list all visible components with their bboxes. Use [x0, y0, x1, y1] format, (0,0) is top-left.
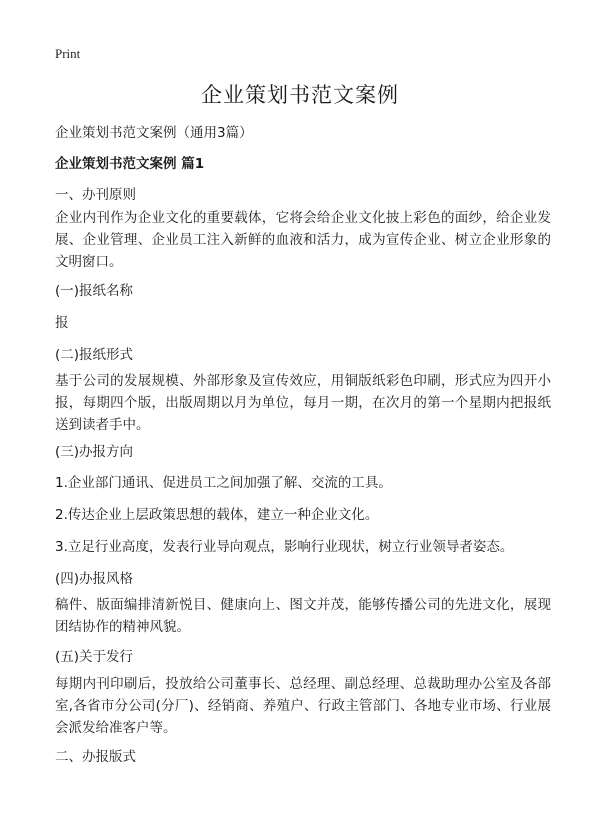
- section-heading: 企业策划书范文案例 篇1: [55, 156, 205, 172]
- direction-item-2: 2.传达企业上层政策思想的载体，建立一种企业文化。: [55, 507, 379, 523]
- heading-direction: (三)办报方向: [55, 444, 134, 460]
- paragraph-newspaper-form: 基于公司的发展规模、外部形象及宣传效应，用铜版纸彩色印刷，形式应为四开小报，每期四个版，出版周期以月为单位，每月一期，在次月的第一个星期内把报纸送到读者手中。: [55, 373, 551, 433]
- paragraph-issue: 每期内刊印刷后，投放给公司董事长、总经理、副总经理、总裁助理办公室及各部室,各省市分公司(分厂)、经销商、养殖户、行政主管部门、各地专业市场、行业展会派发给准客户等。: [55, 676, 551, 736]
- direction-item-3: 3.立足行业高度，发表行业导向观点，影响行业现状，树立行业领导者姿态。: [55, 539, 514, 555]
- print-link[interactable]: Print: [55, 46, 81, 61]
- paragraph-principle: 企业内刊作为企业文化的重要载体，它将会给企业文化披上彩色的面纱，给企业发展、企业管理、企业员工注入新鲜的血液和活力，成为宣传企业、树立企业形象的文明窗口。: [55, 210, 551, 270]
- heading-newspaper-form: (二)报纸形式: [55, 347, 134, 363]
- document-subtitle: 企业策划书范文案例（通用3篇）: [55, 125, 253, 141]
- paragraph-style: 稿件、版面编排清新悦目、健康向上、图文并茂，能够传播公司的先进文化，展现团结协作的精神风貌。: [55, 597, 551, 635]
- heading-principle: 一、办刊原则: [55, 187, 136, 203]
- direction-item-1: 1.企业部门通讯、促进员工之间加强了解、交流的工具。: [55, 475, 392, 491]
- heading-issue: (五)关于发行: [55, 649, 134, 665]
- heading-format: 二、办报版式: [55, 749, 136, 765]
- heading-newspaper-name: (一)报纸名称: [55, 283, 134, 299]
- heading-style: (四)办报风格: [55, 571, 134, 587]
- page-title: 企业策划书范文案例: [201, 83, 399, 107]
- paragraph-newspaper-name: 报: [55, 315, 69, 331]
